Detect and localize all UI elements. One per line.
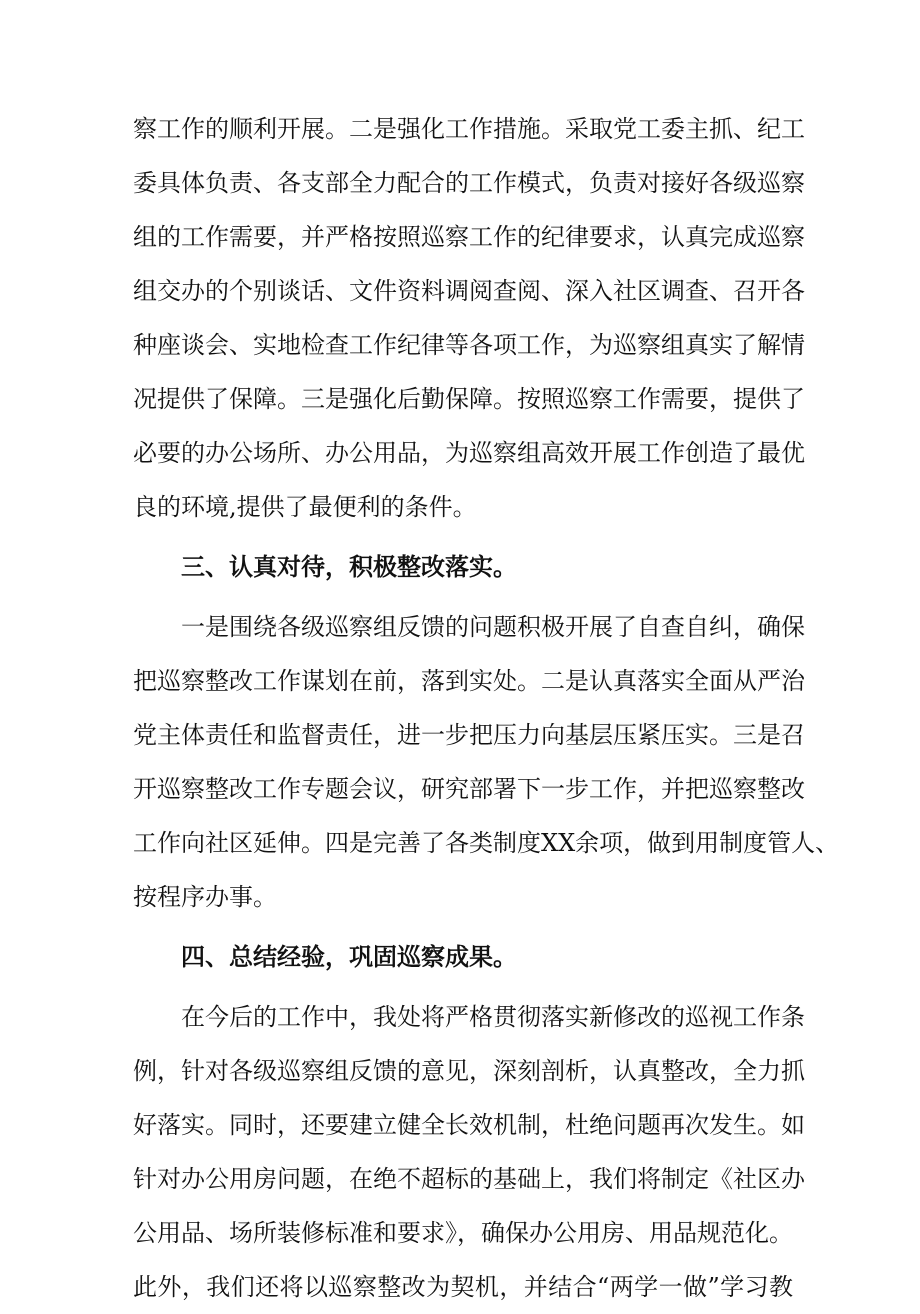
- text-line: 组的工作需要，并严格按照巡察工作的纪律要求，认真完成巡察: [133, 223, 805, 251]
- section-4-paragraph: [133, 990, 805, 1314]
- text-line: 工作向社区延伸。四是完善了各类制度XX余项，做到用制度管人、: [133, 829, 840, 857]
- text-line: 察工作的顺利开展。二是强化工作措施。采取党工委主抓、纪工: [133, 115, 805, 143]
- text-line: 必要的办公场所、办公用品，为巡察组高效开展工作创造了最优: [133, 439, 805, 467]
- document-page: [133, 102, 840, 1314]
- section-3-paragraph: [133, 600, 840, 924]
- text-line: 委具体负责、各支部全力配合的工作模式，负责对接好各级巡察: [133, 169, 805, 197]
- text-line: 好落实。同时，还要建立健全长效机制，杜绝问题再次发生。如: [133, 1111, 805, 1139]
- text-line: 开巡察整改工作专题会议，研究部署下一步工作，并把巡察整改: [133, 775, 805, 803]
- text-line: 把巡察整改工作谋划在前，落到实处。二是认真落实全面从严治: [133, 667, 805, 695]
- text-line: 组交办的个别谈话、文件资料调阅查阅、深入社区调查、召开各: [133, 277, 805, 305]
- text-line: 种座谈会、实地检查工作纪律等各项工作，为巡察组真实了解情: [133, 331, 805, 359]
- section-3-heading: 三、认真对待，积极整改落实。: [181, 553, 517, 581]
- section-2-paragraph: [133, 102, 805, 534]
- text-line: 一是围绕各级巡察组反馈的问题积极开展了自查自纠，确保: [181, 613, 805, 641]
- text-line: 况提供了保障。三是强化后勤保障。按照巡察工作需要，提供了: [133, 385, 805, 413]
- text-line: 按程序办事。: [133, 883, 277, 911]
- text-line: 党主体责任和监督责任，进一步把压力向基层压紧压实。三是召: [133, 721, 805, 749]
- section-4-heading: 四、总结经验，巩固巡察成果。: [181, 943, 517, 971]
- text-line: 公用品、场所装修标准和要求》，确保办公用房、用品规范化。: [133, 1219, 793, 1247]
- text-line: 在今后的工作中，我处将严格贯彻落实新修改的巡视工作条: [181, 1003, 805, 1031]
- text-line: 良的环境,提供了最便利的条件。: [133, 493, 477, 521]
- text-line: 例，针对各级巡察组反馈的意见，深刻剖析，认真整改，全力抓: [133, 1057, 805, 1085]
- text-line: 此外，我们还将以巡察整改为契机，并结合“两学一做”学习教: [133, 1273, 793, 1301]
- text-line: 针对办公用房问题，在绝不超标的基础上，我们将制定《社区办: [133, 1165, 805, 1193]
